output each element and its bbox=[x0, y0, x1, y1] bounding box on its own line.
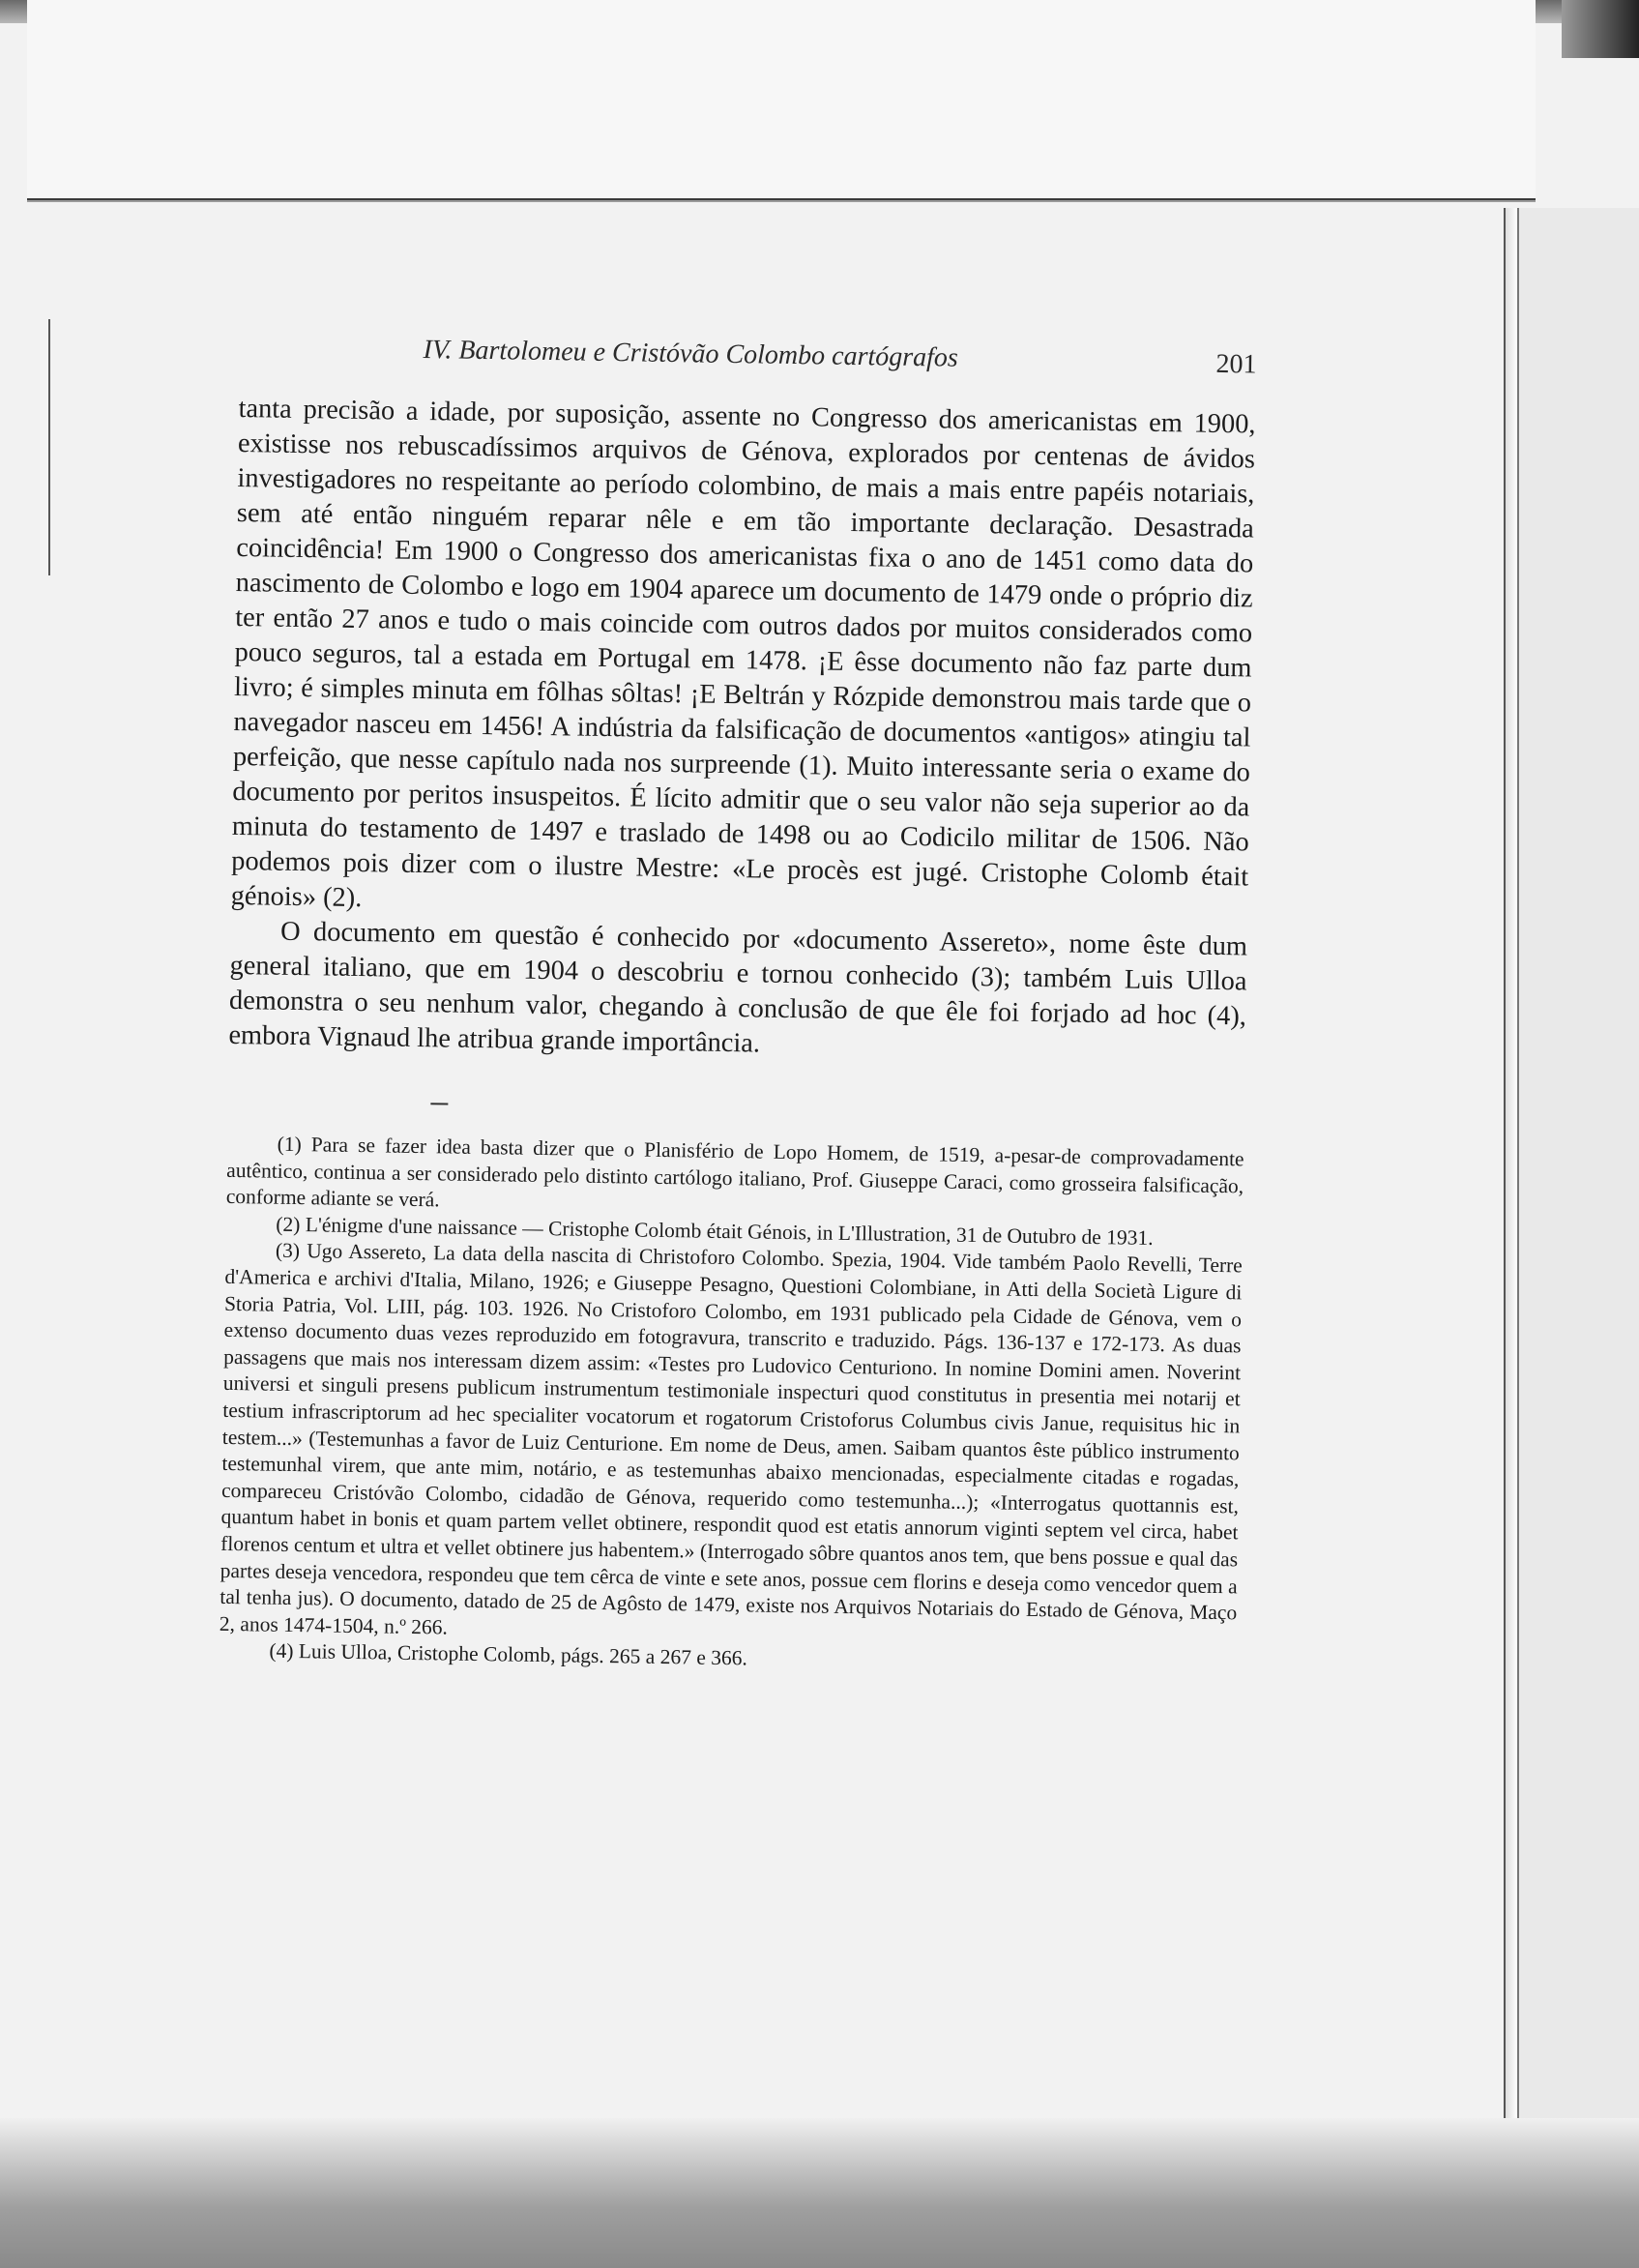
paragraph: O documento em questão é conhecido por «documento Assereto», nome êste dum general italiano, que em 1904 o descobriu e tornou conhecido (3); também Luis Ulloa demonstra o seu nenhum valor, chegando à conclusão de que êle foi forjado ad hoc (4), embora Vignaud lhe atribua grande importância. bbox=[228, 916, 1248, 1059]
footnote-4: (4) Luis Ulloa, Cristophe Colomb, págs. 265 a 267 e 366. bbox=[269, 1638, 748, 1670]
footnotes bbox=[219, 1131, 1244, 1680]
book-page bbox=[219, 324, 1257, 1680]
footnote-separator bbox=[430, 1103, 448, 1105]
margin-rule bbox=[48, 319, 50, 575]
adjacent-page-margin bbox=[1519, 208, 1639, 2268]
scan-bottom-shadow bbox=[0, 2118, 1639, 2268]
main-text bbox=[228, 392, 1256, 1069]
chapter-title: Bartolomeu e Cristóvão Colombo cartógrafos bbox=[458, 335, 959, 373]
footnote-3: (3) Ugo Assereto, La data della nascita di Christoforo Colombo. Spezia, 1904. Vide também Paolo Revelli, Terre d'America e archivi d'Italia, Milano, 1926; e Giuseppe Pesagno, Questioni Colombiane, in Atti della Società Ligure di Storia Patria, Vol. LIII, pág. 103. 1926. No Cristoforo Colombo, em 1931 publicado pela Cidade de Génova, vem o extenso documento duas vezes reproduzido em fotogravura, transcrito e traduzido. Págs. 136-137 e 172-173. As duas passagens que mais nos interessam dizem assim: «Testes pro Ludovico Centuriono. In nomine Domini amen. Noverint universi et singuli presens publicum instrumentum testimoniale inspecturi quod constitutus in presentia mei notarij et testium infrascriptorum ad hec specialiter vocatorum et rogatorum Cristoforus Columbus civis Janue, requisitus hic in testem...» (Testemunhas a favor de Luiz Centurione. Em nome de Deus, amen. Saibam quantos êste público instrumento testemunhal virem, que ante mim, notário, e as testemunhas abaixo mencionadas, especialmente citadas e rogadas, compareceu Cristóvão Colombo, cidadão de Génova, requerido como testemunha...); «Interrogatus quottannis est, quantum habet in bonis et quam partem vellet obtinere, respondit quod est etatis annorum viginti septem vel circa, habet florenos centum et ultra et vellet obtinere jus habentem.» (Interrogado sôbre quantos anos tem, que bens possue e qual das partes deseja vencedora, respondeu que tem cêrca de vinte e sete anos, possue cem florins e deseja como vencedor quem a tal tenha jus). O documento, datado de 25 de Agôsto de 1479, existe nos Arquivos Notariais do Estado de Génova, Maço 2, anos 1474-1504, n.º 266. bbox=[219, 1239, 1244, 1639]
chapter-numeral: IV. bbox=[423, 334, 453, 366]
paragraph: tanta precisão a idade, por suposição, assente no Congresso dos americanistas em 1900, existisse nos rebuscadíssimos arquivos de Génova, explorados por centenas de ávidos investigadores no respeitante ao período colombino, de mais a mais entre papéis notariais, sem até então ninguém reparar nêle e em tão importante declaração. Desastrada coincidência! Em 1900 o Congresso dos americanistas fixa o ano de 1451 como data do nascimento de Colombo e logo em 1904 aparece um documento de 1479 onde o próprio diz ter então 27 anos e tudo o mais coincide com outros dados por muitos considerados como pouco seguros, tal a estada em Portugal em 1478. ¡E êsse documento não faz parte dum livro; é simples minuta em fôlhas sôltas! ¡E Beltrán y Rózpide demonstrou mais tarde que o navegador nasceu em 1456! A indústria da falsificação de documentos «antigos» atingiu tal perfeição, que nesse capítulo nada nos surpreende (1). Muito interessante seria o exame do documento por peritos insuspeitos. É lícito admitir que o seu valor não seja superior ao da minuta do testamento de 1497 e traslado de 1498 ou ao Codicilo militar de 1506. Não podemos pois dizer com o ilustre Mestre: «Le procès est jugé. Cristophe Colomb était génois» (2). bbox=[230, 393, 1256, 914]
running-title bbox=[423, 335, 958, 374]
footnote-2: (2) L'énigme d'une naissance — Cristophe Colomb était Génois, in L'Illustration, 31 de Outubro de 1931. bbox=[276, 1212, 1154, 1250]
page-edge bbox=[1504, 208, 1519, 2244]
overlapping-sheet bbox=[27, 0, 1536, 200]
scan-corner-shadow bbox=[1562, 0, 1639, 58]
page-number: 201 bbox=[1215, 348, 1257, 380]
running-header bbox=[239, 324, 1257, 398]
footnote-1: (1) Para se fazer idea basta dizer que o Planisfério de Lopo Homem, de 1519, a-pesar-de comprovadamente autêntico, continua a ser considerado pelo distinto cartólogo italiano, Prof. Giuseppe Caraci, como grosseira falsificação, conforme adiante se verá. bbox=[225, 1132, 1244, 1212]
